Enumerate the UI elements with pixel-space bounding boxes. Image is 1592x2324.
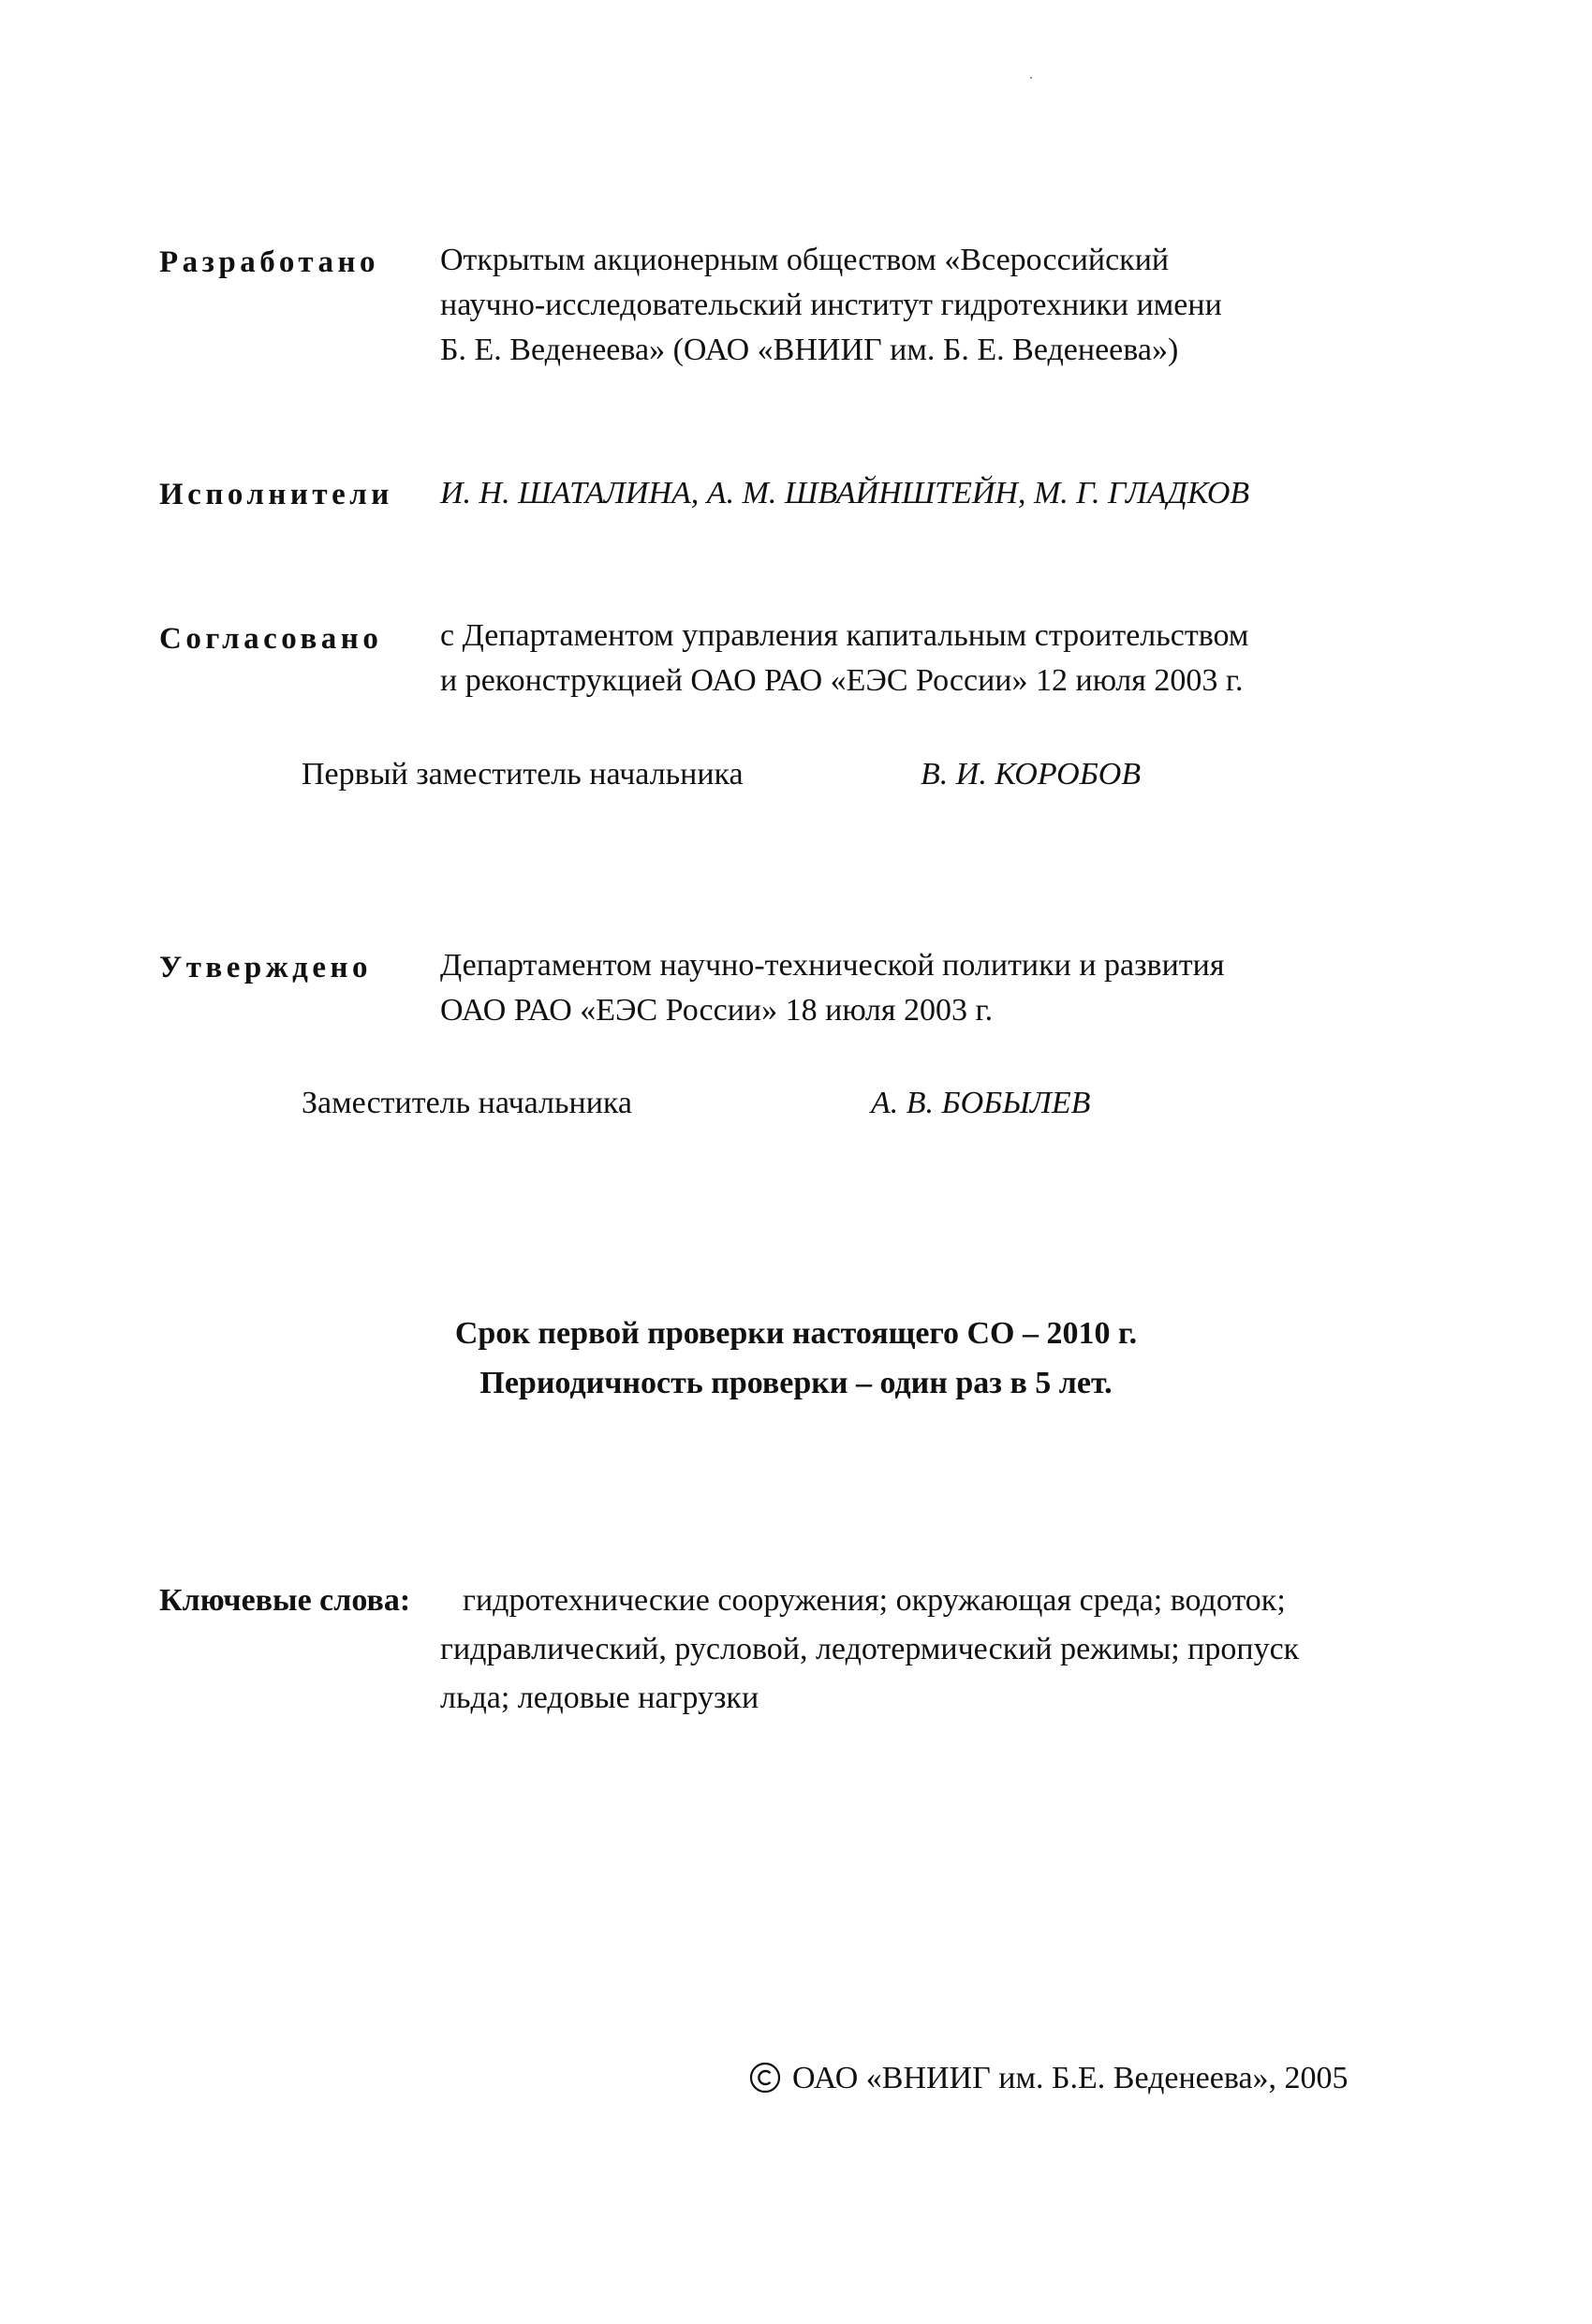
approved-signatory-name: А. В. БОБЫЛЕВ — [871, 1086, 1091, 1120]
developed-line: Открытым акционерным обществом «Всероссийский — [440, 243, 1170, 277]
approved-line: ОАО РАО «ЕЭС России» 18 июля 2003 г. — [440, 993, 994, 1028]
copyright-notice — [749, 2061, 1349, 2096]
developed-line: научно-исследовательский институт гидротехники имени — [440, 288, 1222, 322]
approved-line: Департаментом научно-технической политики и развития — [440, 948, 1225, 983]
copyright-text: ОАО «ВНИИГ им. Б.Е. Веденеева», 2005 — [792, 2061, 1349, 2095]
copyright-icon — [749, 2062, 781, 2094]
first-check-term: Срок первой проверки настоящего СО – 2010 г. — [454, 1316, 1138, 1351]
keywords-line: гидротехнические сооружения; окружающая среда; водоток; — [463, 1583, 1286, 1618]
check-periodicity: Периодичность проверки – один раз в 5 лет. — [479, 1366, 1113, 1400]
keywords-label: Ключевые слова: — [159, 1583, 411, 1618]
approved-signatory-title: Заместитель начальника — [302, 1086, 633, 1120]
approved-label: Утверждено — [159, 951, 373, 984]
agreed-line: с Департаментом управления капитальным строительством — [440, 618, 1249, 653]
developed-text — [440, 238, 1222, 373]
agreed-text — [440, 614, 1248, 703]
keywords-line: гидравлический, русловой, ледотермический режимы; пропуск — [440, 1632, 1300, 1666]
authors-label: Исполнители — [159, 478, 393, 511]
agreed-label: Согласовано — [159, 622, 383, 656]
developed-line: Б. Е. Веденеева» (ОАО «ВНИИГ им. Б. Е. Веденеева») — [440, 333, 1179, 367]
scan-speck — [1030, 77, 1032, 79]
keywords-line: льда; ледовые нагрузки — [440, 1680, 759, 1715]
agreed-signatory-name: В. И. КОРОБОВ — [921, 757, 1142, 792]
agreed-signatory-title: Первый заместитель начальника — [302, 757, 744, 792]
approved-text — [440, 943, 1225, 1033]
authors-names: И. Н. ШАТАЛИНА, А. М. ШВАЙНШТЕЙН, М. Г. ГЛАДКОВ — [440, 476, 1250, 511]
agreed-line: и реконструкцией ОАО РАО «ЕЭС России» 12 июля 2003 г. — [440, 663, 1244, 698]
developed-label: Разработано — [159, 245, 380, 279]
